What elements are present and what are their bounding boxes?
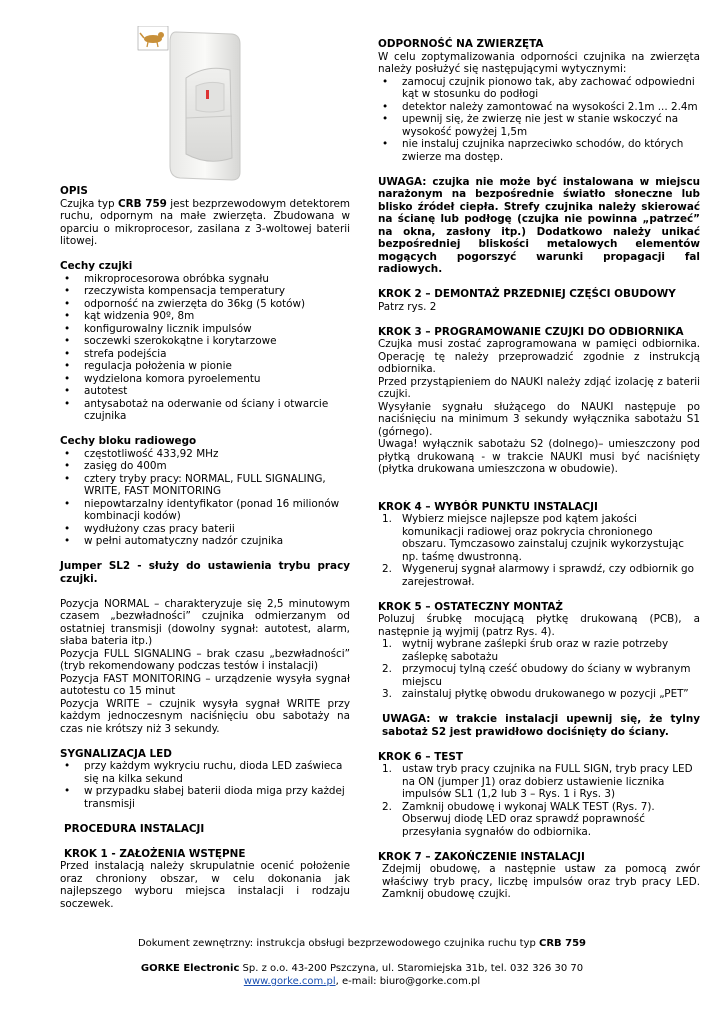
list-item: • regulacja położenia w pionie: [60, 360, 350, 373]
list-item: 2. Zamknij obudowę i wykonaj WALK TEST (Rys. 7). Obserwuj diodę LED oraz sprawdź poprawność przesyłania sygnałów do odbiornika.: [382, 800, 655, 838]
odpornosc-list: [378, 76, 700, 164]
list-item: 2. Wygeneruj sygnał alarmowy i sprawdź, czy odbiornik go zarejestrował.: [382, 563, 694, 588]
website-link[interactable]: www.gorke.com.pl: [243, 976, 336, 987]
left-column: [60, 185, 350, 910]
list-item: 1. Wybierz miejsce najlepsze pod kątem jakości komunikacji radiowej oraz pokrycia chronionego obszaru. Tymczasowo zainstaluj czujnik wykorzystując np. taśmę dwustronną.: [382, 513, 684, 563]
krok6-list: [378, 763, 700, 838]
odpornosc-paragraph: W celu zoptymalizowania odporności czujnika na zwierzęta należy posłużyć się następującymi wytycznymi:: [378, 50, 700, 75]
list-item: • upewnij się, że zwierzę nie jest w stanie wskoczyć na wysokość powyżej 1,5m: [378, 113, 700, 138]
list-item: • strefa podejścia: [60, 348, 350, 361]
list-item: • odporność na zwierzęta do 36kg (5 kotów): [60, 298, 350, 311]
krok1-title: KROK 1 - ZAŁOŻENIA WSTĘPNE: [64, 847, 246, 860]
opis-title: OPIS: [60, 185, 88, 197]
detector-illustration: [136, 26, 242, 182]
krok5-paragraph: Poluzuj śrubkę mocującą płytkę drukowaną (PCB), a następnie ją wyjmij (patrz Rys. 4).: [378, 613, 700, 638]
list-item: • w pełni automatyczny nadzór czujnika: [60, 535, 350, 548]
krok7-title: KROK 7 – ZAKOŃCZENIE INSTALACJI: [378, 850, 585, 863]
list-item: • mikroprocesorowa obróbka sygnału: [60, 273, 350, 286]
uwaga-tamper: UWAGA: w trakcie instalacji upewnij się, że tylny sabotaż S2 jest prawidłowo dociśnięty do ściany.: [382, 713, 700, 738]
jumper-normal: Pozycja NORMAL – charakteryzuje się 2,5 minutowym czasem „bezwładności” czujnika odmierzanym od ostatniej transmisji (dowolny sygnał: autotest, alarm, słaba bateria itp.): [60, 597, 350, 647]
krok3-title: KROK 3 – PROGRAMOWANIE CZUJKI DO ODBIORNIKA: [378, 325, 684, 338]
krok2-title: KROK 2 – DEMONTAŻ PRZEDNIEJ CZĘŚCI OBUDOWY: [378, 288, 676, 300]
led-list: [60, 760, 350, 810]
krok7-paragraph: Zdejmij obudowę, a następnie ustaw za pomocą zwór właściwy tryb pracy, liczbę impulsów oraz tryb pracy LED. Zamknij obudowę czujki.: [382, 863, 700, 900]
list-item: 1. ustaw tryb pracy czujnika na FULL SIGN, tryb pracy LED na ON (jumper J1) oraz dobierz ustawienie licznika impulsów SL1 (1,2 lub 3 – Rys. 1 i Rys. 3): [382, 763, 693, 800]
list-item: • konfigurowalny licznik impulsów: [60, 323, 350, 336]
list-item: • częstotliwość 433,92 MHz: [60, 448, 350, 461]
krok3-paragraph-2: Przed przystąpieniem do NAUKI należy zdjąć izolację z baterii czujki.: [378, 375, 700, 400]
odpornosc-title: ODPORNOŚĆ NA ZWIERZĘTA: [378, 38, 544, 50]
cechy-title: Cechy czujki: [60, 260, 133, 272]
list-item: • nie instaluj czujnika naprzeciwko schodów, do których zwierze ma dostęp.: [378, 138, 700, 163]
radio-list: [60, 448, 350, 548]
list-item: • autotest: [60, 385, 350, 398]
krok3-paragraph-3: Wysyłanie sygnału służącego do NAUKI następuje po naciśnięciu na minimum 3 sekundy wyłącznika sabotażu S1 (górnego).: [378, 400, 700, 438]
jumper-write: Pozycja WRITE – czujnik wysyła sygnał WRITE przy każdym jednoczesnym naciśnięciu obu sabotaży na czas nie krótszy niż 3 sekundy.: [60, 697, 350, 735]
krok1-paragraph: Przed instalacją należy skrupulatnie ocenić położenie oraz chroniony obszar, w celu dokonania jak najlepszego wyboru miejsca instalacji i rodzaju soczewek.: [60, 860, 350, 910]
krok4-title: KROK 4 – WYBÓR PUNKTU INSTALACJI: [378, 500, 598, 513]
krok5-list: [378, 638, 700, 701]
list-item: • wydłużony czas pracy baterii: [60, 523, 350, 536]
cechy-list: [60, 273, 350, 423]
list-item: 2. przymocuj tylną cześć obudowy do ściany w wybranym miejscu: [382, 663, 691, 688]
right-column: [378, 38, 700, 901]
krok4-list: [378, 513, 700, 588]
list-item: • kąt widzenia 90º, 8m: [60, 310, 350, 323]
list-item: • soczewki szerokokątne i korytarzowe: [60, 335, 350, 348]
jumper-fast-monitoring: Pozycja FAST MONITORING – urządzenie wysyła sygnał autotestu co 15 minut: [60, 672, 350, 697]
list-item: • zamocuj czujnik pionowo tak, aby zachować odpowiedni kąt w stosunku do podłogi: [378, 76, 700, 101]
krok6-title: KROK 6 – TEST: [378, 750, 463, 763]
list-item: • detektor należy zamontować na wysokości 2.1m ... 2.4m: [378, 101, 700, 114]
jumper-title: Jumper SL2 - służy do ustawienia trybu pracy czujki.: [60, 560, 350, 585]
list-item: • wydzielona komora pyroelementu: [60, 373, 350, 386]
list-item: • zasięg do 400m: [60, 460, 350, 473]
opis-paragraph: Czujka typ CRB 759 jest bezprzewodowym detektorem ruchu, odpornym na małe zwierzęta. Zbudowana w oparciu o mikroprocesor, zasilana z 3-woltowej baterii litowej.: [60, 197, 351, 247]
list-item: • niepowtarzalny identyfikator (ponad 16 milionów kombinacji kodów): [60, 498, 350, 523]
contact-info: www.gorke.com.pl, e-mail: biuro@gorke.com.pl: [243, 976, 481, 987]
radio-title: Cechy bloku radiowego: [60, 435, 197, 447]
company-info: GORKE Electronic Sp. z o.o. 43-200 Pszczyna, ul. Staromiejska 31b, tel. 032 326 30 70: [140, 963, 584, 974]
list-item: • w przypadku słabej baterii dioda miga przy każdej transmisji: [60, 785, 350, 810]
jumper-full-signaling: Pozycja FULL SIGNALING – brak czasu „bezwładności” (tryb rekomendowany podczas testów i instalacji): [60, 647, 350, 672]
list-item: 1. wytnij wybrane zaślepki śrub oraz w razie potrzeby zaślepkę sabotażu: [382, 638, 669, 663]
list-item: • rzeczywista kompensacja temperatury: [60, 285, 350, 298]
list-item: 3. zainstaluj płytkę obwodu drukowanego w pozycji „PET”: [382, 688, 689, 700]
list-item: • przy każdym wykryciu ruchu, dioda LED zaświeca się na kilka sekund: [60, 760, 350, 785]
krok2-paragraph: Patrz rys. 2: [378, 300, 437, 313]
procedure-title: PROCEDURA INSTALACJI: [64, 822, 205, 835]
krok3-paragraph-1: Czujka musi zostać zaprogramowana w pamięci odbiornika. Operację tę należy przeprowadzić zgodnie z instrukcją odbiornika.: [378, 338, 700, 375]
krok5-title: KROK 5 – OSTATECZNY MONTAŻ: [378, 600, 563, 613]
uwaga-warning: UWAGA: czujka nie może być instalowana w miejscu narażonym na bezpośrednie światło słoneczne lub blisko źródeł ciepła. Strefy czujnika należy skierować na ścianę lub podłogę (czujka nie powinna „patrzeć” na okna, zasłony itp.) Dodatkowo należy unikać bezpośredniej bliskości metalowych elementów mogących pogorszyć warunki propagacji fal radiowych.: [378, 175, 700, 275]
krok3-paragraph-4: Uwaga! wyłącznik sabotażu S2 (dolnego)– umieszczony pod płytką drukowaną - w trakcie NAUKI musi być naciśnięty (płytka drukowana umieszczona w obudowie).: [378, 438, 700, 475]
list-item: • antysabotaż na oderwanie od ściany i otwarcie czujnika: [60, 398, 350, 423]
document-note: Dokument zewnętrzny: instrukcja obsługi bezprzewodowego czujnika ruchu typ CRB 759: [137, 938, 587, 949]
led-title: SYGNALIZACJA LED: [60, 747, 172, 760]
list-item: • cztery tryby pracy: NORMAL, FULL SIGNALING, WRITE, FAST MONITORING: [60, 473, 350, 498]
